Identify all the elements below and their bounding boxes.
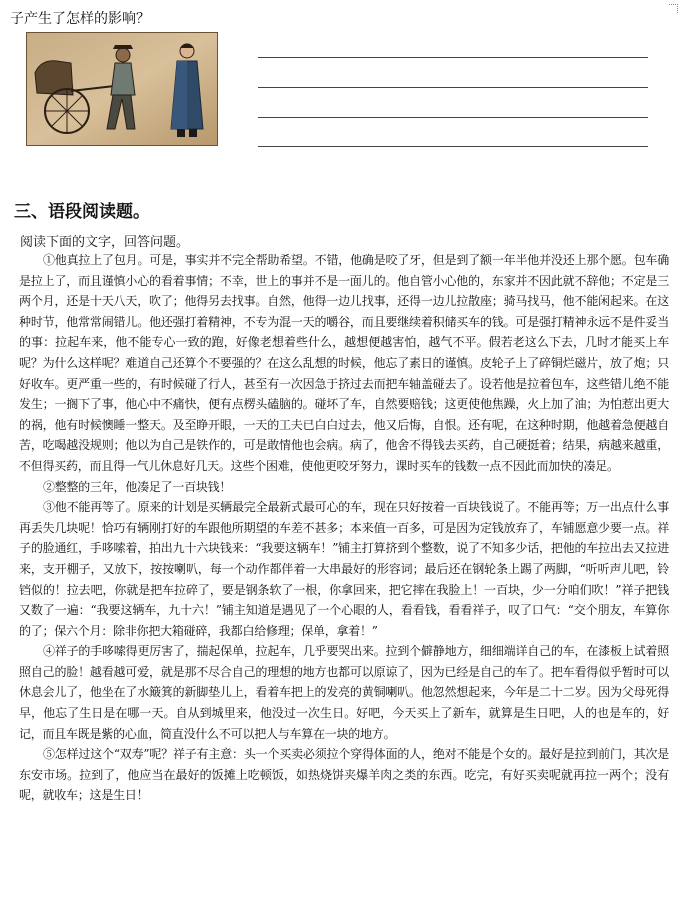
paragraph-5: ⑤怎样过这个“双寿”呢？祥子有主意：头一个买卖必须拉个穿得体面的人，绝对不能是个女的。最好是拉到前门，其次是东安市场。拉到了，他应当在最好的饭摊上吃顿饭，如热烧饼夹爆羊肉之类的东西。吃完，有好买卖呢就再拉一两个；没有呢，就收车；这是生日！ [19,747,669,803]
answer-line[interactable] [258,57,648,58]
illustration-drawing [27,33,217,145]
answer-line[interactable] [258,146,648,147]
reading-instruction: 阅读下面的文字，回答问题。 [20,235,190,250]
answer-line[interactable] [258,117,648,118]
page-corner-mark [669,4,678,13]
reading-passage [19,250,669,806]
paragraph-4: ④祥子的手哆嗦得更厉害了，揣起保单，拉起车，几乎要哭出来。拉到个僻静地方，细细端详自己的车，在漆板上试着照照自己的脸！越看越可爱，就是那不尽合自己的理想的地方也都可以原谅了，因为已经是自己的车了。把车看得似乎暂时可以休息会儿了，他坐在了水簸箕的新脚垫儿上，看着车把上的发亮的黄铜喇叭。他忽然想起来，今年是二十二岁。因为父母死得早，他忘了生日是在哪一天。自从到城里来，他没过一次生日。好吧，今天买上了新车，就算是生日吧，人的也是车的，好记，而且车既是紫的心血，简直没什么不可以把人与车算在一块的地方。 [19,644,669,741]
paragraph-1: ①他真拉上了包月。可是，事实并不完全帮助希望。不错，他确是咬了牙，但是到了额一年半他并没还上那个愿。包车确是拉上了，而且谨慎小心的看着事情；不幸，世上的事并不是一面儿的。他自管小心他的，东家并不因此就不辞他；不定是三两个月，还是十天八天，吹了；他得另去找事。自然，他得一边儿找事，还得一边儿拉散座；骑马找马，他不能闲起来。在这种时节，他常常闹错儿。他还强打着精神，不专为混一天的嚼谷，而且要继续着积储买车的钱。可是强打精神永远不是件妥当的事：拉起车来，他不能专心一致的跑，好像老想着些什么，越想便越害怕，越气不平。假若老这么下去，几时才能买上车呢？为什么这样呢？难道自己还算个不要强的？在这么乱想的时候，他忘了素日的谨慎。皮轮子上了碎铜烂磁片，放了炮；只好收车。更严重一些的，有时候碰了行人，甚至有一次因急于挤过去而把车轴盖碰去了。设若他是拉着包车，这些错儿绝不能发生；一搁下了事，他心中不痛快，便有点楞头磕脑的。碰坏了车，自然要赔钱；这更使他焦躁，火上加了油；为怕惹出更大的祸，他有时候懊睡一整天。及至睁开眼，一天的工夫已白白过去，他又后悔，自恨。还有呢，在这种时期，他越着急便越自苦，吃喝越没规则；他以为自己是铁作的，可是敢情他也会病。病了，他舍不得钱去买药，自己硬挺着；结果，病越来越重，不但得买药，而且得一气儿休息好几天。这些个困难，使他更咬牙努力，课时买车的钱数一点不因此而加快的凑足。 [19,253,669,473]
section-title: 三、语段阅读题。 [14,202,150,222]
question-prompt: 子产生了怎样的影响？ [10,11,150,27]
paragraph-2: ②整整的三年，他凑足了一百块钱！ [43,479,232,494]
answer-line[interactable] [258,87,648,88]
paragraph-3: ③他不能再等了。原来的计划是买辆最完全最新式最可心的车，现在只好按着一百块钱说了。不能再等；万一出点什么事再丢失几块呢！恰巧有辆刚打好的车跟他所期望的车差不甚多；本来值一百多，可是因为定钱放弃了，车铺愿意少要一点。祥子的脸通红，手哆嗦着，拍出九十六块钱来：“我要这辆车！”铺主打算挤到个整数，说了不知多少话，把他的车拉出去又拉进来，支开棚子，又放下，按按喇叭，每一个动作都伴着一大串最好的形容词；最后还在钢轮条上踢了两脚，“听听声儿吧，铃铛似的！拉去吧，你就是把车拉碎了，要是钢条软了一根，你拿回来，把它摔在我脸上！一百块，少一分咱们吹！”祥子把钱又数了一遍：“我要这辆车，九十六！”铺主知道是遇见了一个心眼的人，看看钱，看看祥子，叹了口气：“交个朋友，车算你的了；保六个月：除非你把大箱碰碎，我都白给修理；保单，拿着！” [19,500,669,638]
rickshaw-illustration [26,32,218,146]
